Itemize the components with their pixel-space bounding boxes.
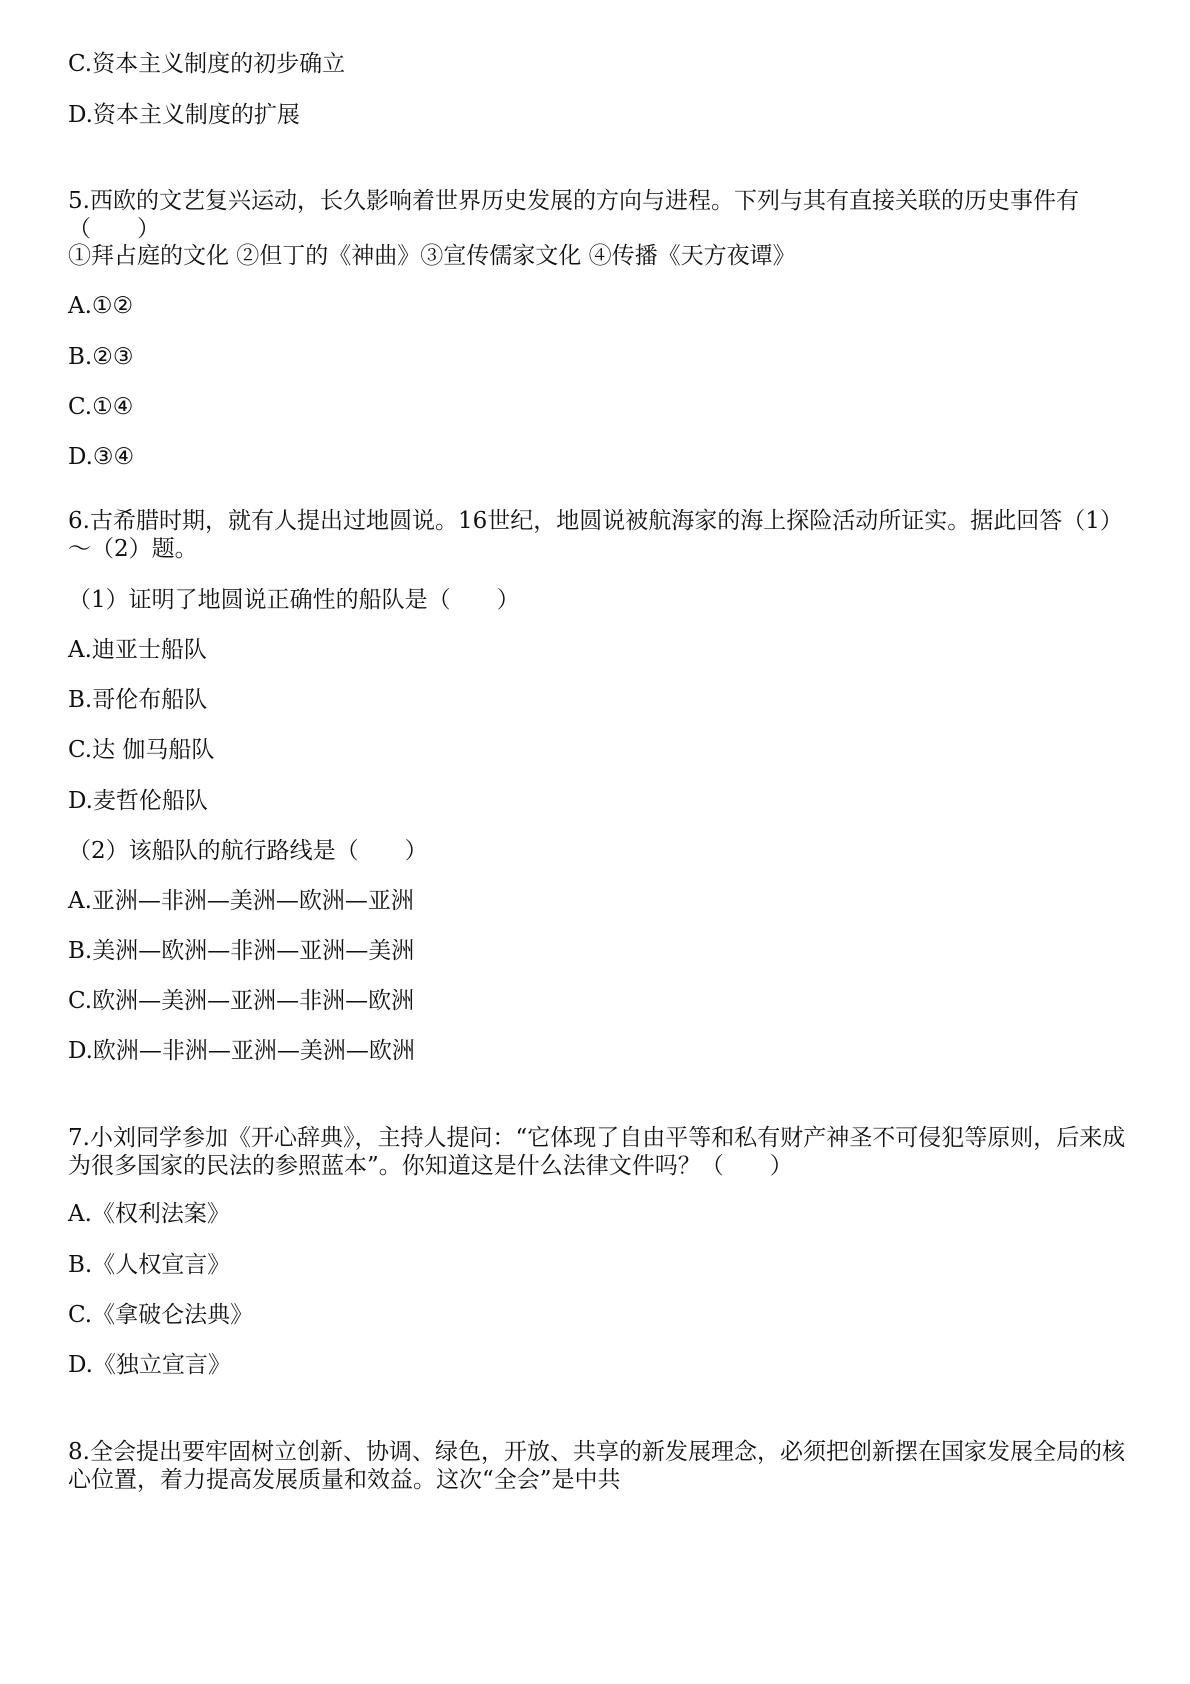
q4-option-c: C.资本主义制度的初步确立	[68, 51, 346, 77]
q7-stem: 7.小刘同学参加《开心辞典》，主持人提问：“它体现了自由平等和私有财产神圣不可侵犯等原则，后来成为很多国家的民法的参照蓝本”。你知道这是什么法律文件吗？（ ）	[68, 1125, 1126, 1179]
q6-sub2-question: （2）该船队的航行路线是（ ）	[68, 838, 428, 864]
q7-option-d: D.《独立宣言》	[68, 1352, 231, 1378]
q5-items: ①拜占庭的文化 ②但丁的《神曲》③宣传儒家文化 ④传播《天方夜谭》	[68, 243, 796, 269]
q6-sub1-question: （1）证明了地圆说正确性的船队是（ ）	[68, 587, 520, 613]
q7-option-b: B.《人权宣言》	[68, 1252, 231, 1278]
q5-stem: 5.西欧的文艺复兴运动，长久影响着世界历史发展的方向与进程。下列与其有直接关联的历史事件有（ ）	[68, 188, 1079, 242]
q6-sub2-option-d: D.欧洲—非洲—亚洲—美洲—欧洲	[68, 1038, 415, 1064]
q6-sub2-option-c: C.欧洲—美洲—亚洲—非洲—欧洲	[68, 988, 415, 1014]
q7-option-a: A.《权利法案》	[68, 1201, 230, 1227]
q6-sub2-option-a: A.亚洲—非洲—美洲—欧洲—亚洲	[68, 888, 414, 914]
q6-sub2-option-b: B.美洲—欧洲—非洲—亚洲—美洲	[68, 938, 415, 964]
q6-sub1-option-d: D.麦哲伦船队	[68, 788, 208, 814]
q8-stem: 8.全会提出要牢固树立创新、协调、绿色，开放、共享的新发展理念，必须把创新摆在国家发展全局的核心位置，着力提高发展质量和效益。这次“全会”是中共	[68, 1439, 1125, 1493]
q6-sub1-option-b: B.哥伦布船队	[68, 687, 208, 713]
q5-option-d: D.③④	[68, 444, 135, 470]
q4-option-d: D.资本主义制度的扩展	[68, 102, 300, 128]
q7-option-c: C.《拿破仑法典》	[68, 1302, 254, 1328]
q6-stem: 6.古希腊时期，就有人提出过地圆说。16世纪，地圆说被航海家的海上探险活动所证实。据此回答（1）～（2）题。	[68, 508, 1123, 562]
q6-sub1-option-a: A.迪亚士船队	[68, 637, 207, 663]
q6-sub1-option-c: C.达 伽马船队	[68, 737, 215, 763]
q5-option-a: A.①②	[68, 293, 134, 319]
q5-option-b: B.②③	[68, 344, 134, 370]
q5-option-c: C.①④	[68, 394, 134, 420]
